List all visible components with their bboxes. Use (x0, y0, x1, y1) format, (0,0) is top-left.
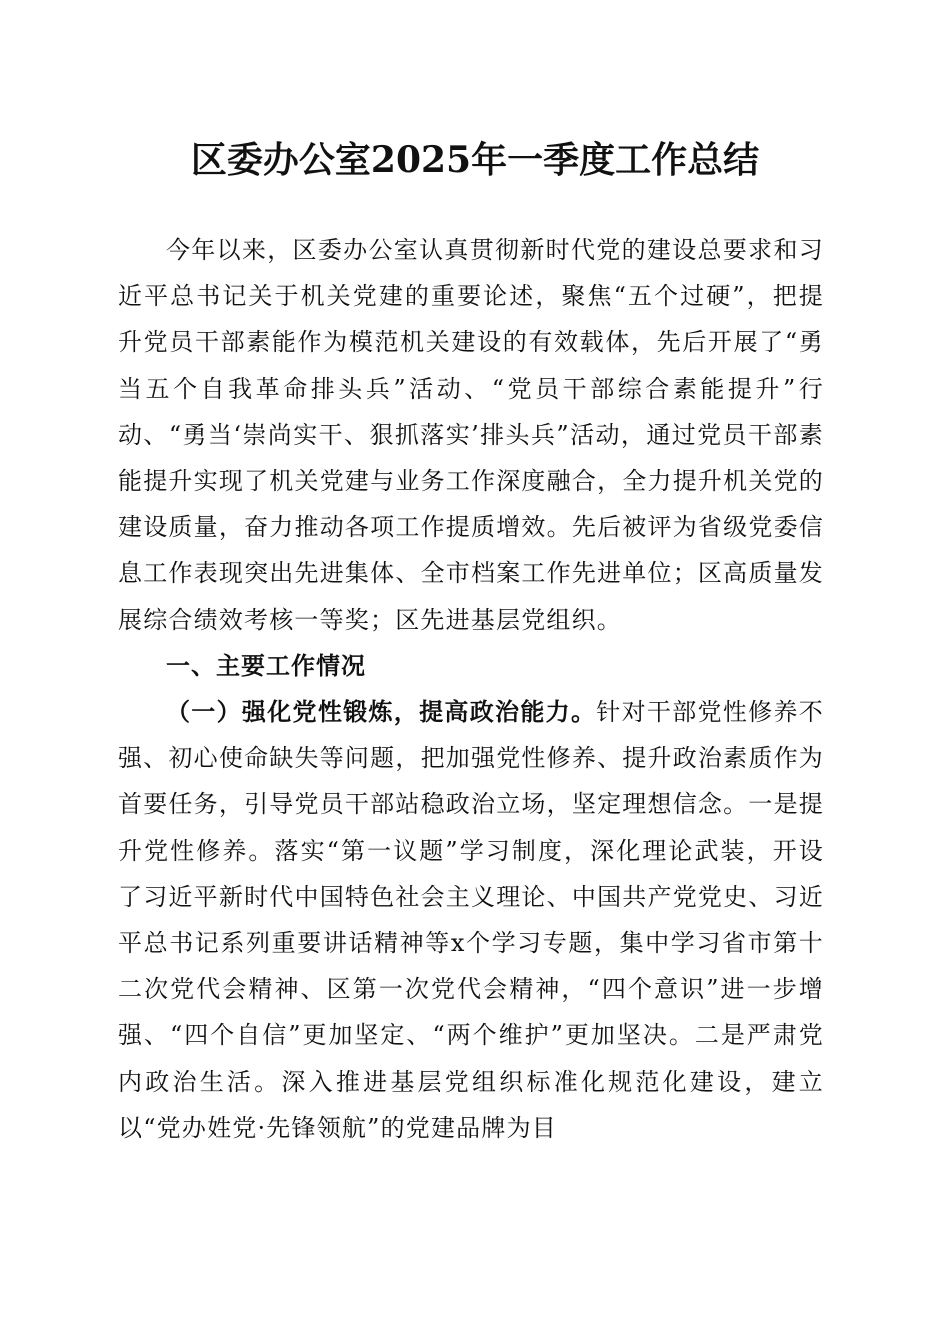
section-heading-main-work: 一、主要工作情况 (166, 651, 366, 680)
document-title: 区委办公室2025年一季度工作总结 (190, 139, 760, 181)
intro-paragraph: 今年以来，区委办公室认真贯彻新时代党的建设总要求和习近平总书记关于机关党建的重要论述，聚焦“五个过硬”，把提升党员干部素能作为模范机关建设的有效载体，先后开展了“勇当五个自我革命排头兵”活动、“党员干部综合素能提升”行动、“勇当‘崇尚实干、狠抓落实’排头兵”活动，通过党员干部素能提升实现了机关党建与业务工作深度融合，全力提升机关党的建设质量，奋力推动各项工作提质增效。先后被评为省级党委信息工作表现突出先进集体、全市档案工作先进单位；区高质量发展综合绩效考核一等奖；区先进基层党组织。 (118, 236, 824, 634)
document-body (118, 227, 824, 1151)
subsection-text: 针对干部党性修养不强、初心使命缺失等问题，把加强党性修养、提升政治素质作为首要任务，引导党员干部站稳政治立场，坚定理想信念。一是提升党性修养。落实“第一议题”学习制度，深化理论武装，开设了习近平新时代中国特色社会主义理论、中国共产党党史、习近平总书记系列重要讲话精神等x个学习专题，集中学习省市第十二次党代会精神、区第一次党代会精神，“四个意识”进一步增强、“四个自信”更加坚定、“两个维护”更加坚决。二是严肃党内政治生活。深入推进基层党组织标准化规范化建设，建立以“党办姓党·先锋领航”的党建品牌为目 (118, 698, 824, 1142)
subsection-paragraph (118, 689, 824, 1151)
subsection-heading: （一）强化党性锻炼，提高政治能力。 (166, 697, 597, 727)
